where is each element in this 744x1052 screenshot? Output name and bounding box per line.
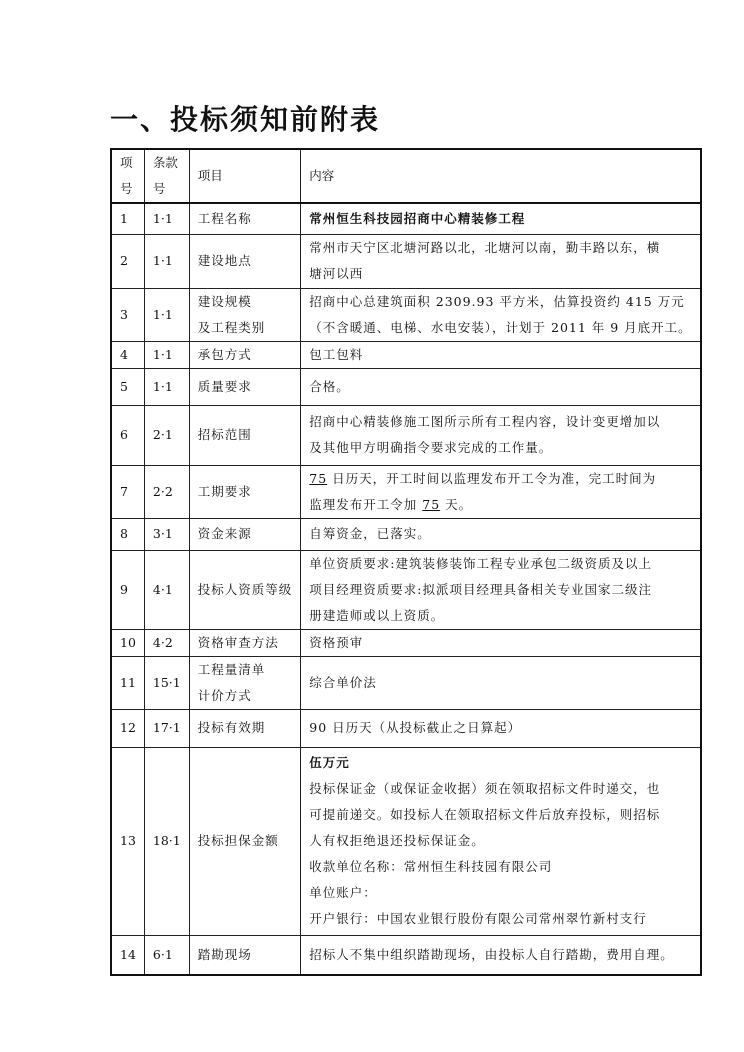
clause-number: 18·1 xyxy=(144,747,189,935)
content-line: 资格预审 xyxy=(309,634,364,650)
content-cell xyxy=(301,203,701,234)
content-line: 90 日历天（从投标截止之日算起） xyxy=(309,720,522,735)
table-header-row xyxy=(111,149,701,203)
item-name-line: 建设地点 xyxy=(197,253,252,268)
item-name-line: 计价方式 xyxy=(197,687,252,703)
content-line: 合格。 xyxy=(309,378,350,394)
item-number: 14 xyxy=(111,935,144,975)
item-name-cell xyxy=(189,709,301,747)
item-name-line: 踏勘现场 xyxy=(197,946,252,962)
clause-number: 1·1 xyxy=(144,288,189,341)
content-cell xyxy=(301,747,701,935)
content-segment: 伍万元 xyxy=(309,755,350,770)
clause-number: 2·2 xyxy=(144,465,189,518)
table-row xyxy=(111,629,701,656)
item-name-line: 资格审查方法 xyxy=(197,634,279,650)
item-number: 6 xyxy=(111,405,144,465)
table-row xyxy=(111,234,701,288)
content-line: 塘河以西 xyxy=(309,266,364,281)
item-number: 8 xyxy=(111,518,144,550)
item-number: 10 xyxy=(111,629,144,656)
clause-number: 2·1 xyxy=(144,405,189,465)
content-cell xyxy=(301,629,701,656)
item-name-cell xyxy=(189,656,301,709)
content-line: （不含暖通、电梯、水电安装），计划于 2011 年 9 月底开工。 xyxy=(309,319,692,335)
item-name-line: 投标人资质等级 xyxy=(197,581,293,597)
table-row xyxy=(111,550,701,629)
item-number: 12 xyxy=(111,709,144,747)
content-line: 综合单价法 xyxy=(309,674,377,690)
content-line: 包工包料 xyxy=(309,346,364,362)
content-cell xyxy=(301,465,701,518)
content-cell xyxy=(301,550,701,629)
table-row xyxy=(111,709,701,747)
item-name-line: 投标担保金额 xyxy=(197,833,279,848)
item-number: 1 xyxy=(111,203,144,234)
item-name-cell xyxy=(189,203,301,234)
content-segment: 日历天，开工时间以监理发布开工令为准，完工时间为 xyxy=(327,470,657,486)
item-name-cell xyxy=(189,341,301,368)
item-number: 9 xyxy=(111,550,144,629)
underlined-value: 75 xyxy=(309,470,328,486)
item-name-cell xyxy=(189,288,301,341)
item-name-line: 招标范围 xyxy=(197,427,252,442)
item-name-cell xyxy=(189,550,301,629)
header-clause-no: 条款号 xyxy=(144,149,189,203)
item-name-line: 工程名称 xyxy=(197,210,252,226)
underlined-value: 75 xyxy=(422,496,441,512)
item-name-line: 资金来源 xyxy=(197,526,252,541)
header-item: 项目 xyxy=(189,149,301,203)
content-line: 招商中心精装修施工图所示所有工程内容，设计变更增加以 xyxy=(309,414,661,429)
content-cell xyxy=(301,234,701,288)
clause-number: 1·1 xyxy=(144,368,189,405)
item-name-cell xyxy=(189,518,301,550)
clause-number: 6·1 xyxy=(144,935,189,975)
table-row xyxy=(111,935,701,975)
item-number: 13 xyxy=(111,747,144,935)
content-line: 可提前递交。如投标人在领取招标文件后放弃投标，则招标 xyxy=(309,807,661,822)
table-row xyxy=(111,288,701,341)
content-segment: 天。 xyxy=(440,496,473,512)
content-line: 招商中心总建筑面积 2309.93 平方米，估算投资约 415 万元 xyxy=(309,293,685,309)
content-line: 及其他甲方明确指令要求完成的工作量。 xyxy=(309,440,553,455)
content-line: 单位资质要求:建筑装修装饰工程专业承包二级资质及以上 xyxy=(309,555,652,571)
table-row xyxy=(111,341,701,368)
content-cell xyxy=(301,405,701,465)
item-name-cell xyxy=(189,405,301,465)
item-number: 5 xyxy=(111,368,144,405)
content-line: 册建造师或以上资质。 xyxy=(309,607,445,623)
content-line: 项目经理资质要求:拟派项目经理具备相关专业国家二级注 xyxy=(309,581,652,597)
content-cell xyxy=(301,518,701,550)
content-line: 开户银行：中国农业银行股份有限公司常州翠竹新村支行 xyxy=(309,911,647,926)
item-number: 7 xyxy=(111,465,144,518)
item-name-cell xyxy=(189,629,301,656)
page-title: 一、投标须知前附表 xyxy=(110,103,381,136)
item-name-line: 承包方式 xyxy=(197,346,252,362)
table-row xyxy=(111,368,701,405)
content-line: 常州市天宁区北塘河路以北，北塘河以南，勤丰路以东，横 xyxy=(309,240,661,255)
item-name-line: 及工程类别 xyxy=(197,319,266,335)
clause-number: 1·1 xyxy=(144,234,189,288)
item-name-line: 工期要求 xyxy=(197,483,252,499)
header-item-no: 项号 xyxy=(111,149,144,203)
content-line: 自筹资金，已落实。 xyxy=(309,526,431,541)
item-name-line: 工程量清单 xyxy=(197,661,266,677)
clause-number: 3·1 xyxy=(144,518,189,550)
clause-number: 4·1 xyxy=(144,550,189,629)
table-row xyxy=(111,656,701,709)
item-name-cell xyxy=(189,935,301,975)
item-name-cell xyxy=(189,368,301,405)
content-line xyxy=(309,492,691,518)
content-cell xyxy=(301,368,701,405)
table-row xyxy=(111,405,701,465)
content-segment: 监理发布开工令加 xyxy=(309,496,423,512)
header-content: 内容 xyxy=(301,149,701,203)
item-number: 2 xyxy=(111,234,144,288)
table-row xyxy=(111,465,701,518)
content-line xyxy=(309,206,691,232)
content-cell xyxy=(301,935,701,975)
item-name-cell xyxy=(189,234,301,288)
item-number: 4 xyxy=(111,341,144,368)
item-name-line: 质量要求 xyxy=(197,378,252,394)
content-line xyxy=(309,466,691,492)
content-line: 单位账户： xyxy=(309,885,377,900)
table-row xyxy=(111,747,701,935)
item-number: 11 xyxy=(111,656,144,709)
content-cell xyxy=(301,709,701,747)
item-number: 3 xyxy=(111,288,144,341)
clause-number: 4·2 xyxy=(144,629,189,656)
clause-number: 15·1 xyxy=(144,656,189,709)
clause-number: 1·1 xyxy=(144,203,189,234)
content-cell xyxy=(301,341,701,368)
content-line: 投标保证金（或保证金收据）须在领取招标文件时递交，也 xyxy=(309,781,661,796)
content-cell xyxy=(301,288,701,341)
content-line: 人有权拒绝退还投标保证金。 xyxy=(309,833,485,848)
content-line xyxy=(309,750,691,776)
table-row xyxy=(111,518,701,550)
content-line: 收款单位名称：常州恒生科技园有限公司 xyxy=(309,859,553,874)
clause-number: 1·1 xyxy=(144,341,189,368)
content-line: 招标人不集中组织踏勘现场，由投标人自行踏勘，费用自理。 xyxy=(309,946,674,962)
clause-number: 17·1 xyxy=(144,709,189,747)
item-name-cell xyxy=(189,465,301,518)
item-name-line: 投标有效期 xyxy=(197,720,266,735)
item-name-line: 建设规模 xyxy=(197,293,252,309)
content-segment: 常州恒生科技园招商中心精装修工程 xyxy=(309,210,526,226)
item-name-cell xyxy=(189,747,301,935)
bid-notice-table xyxy=(110,148,702,976)
table-row xyxy=(111,203,701,234)
content-cell xyxy=(301,656,701,709)
